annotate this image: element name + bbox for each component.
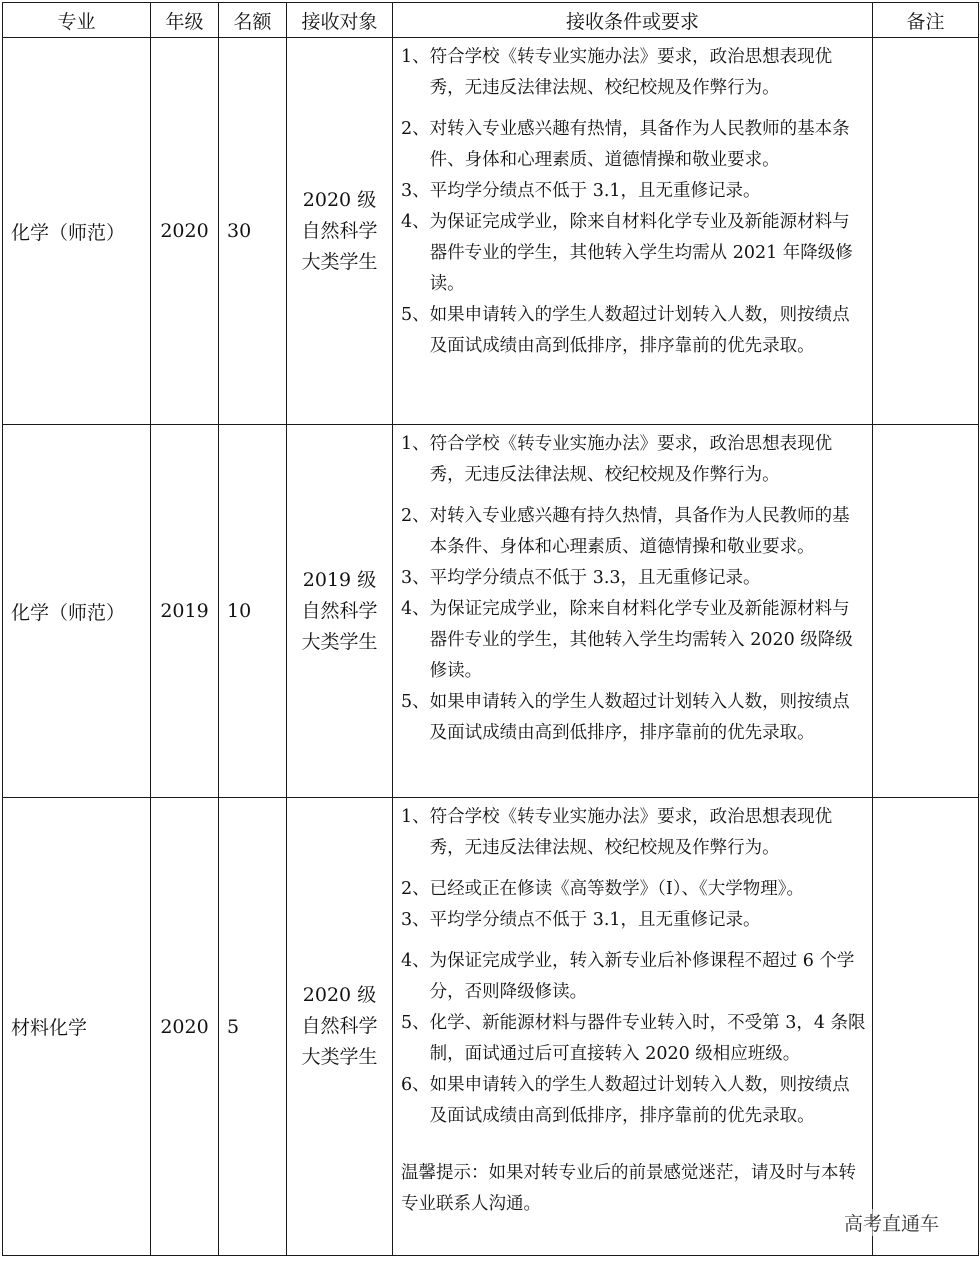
grade-cell: 2020 bbox=[151, 798, 219, 1256]
requirement-text: 为保证完成学业，转入新专业后补修课程不超过 6 个学分，否则降级修读。 bbox=[429, 951, 855, 1002]
requirement-number: 2、 bbox=[401, 506, 430, 526]
requirement-item bbox=[401, 42, 866, 104]
requirement-item bbox=[401, 563, 866, 594]
requirement-text: 如果申请转入的学生人数超过计划转入人数，则按绩点及面试成绩由高到低排序，排序靠前的优先录取。 bbox=[429, 692, 850, 743]
header-note: 备注 bbox=[873, 3, 979, 38]
requirement-text: 已经或正在修读《高等数学》（Ⅰ）、《大学物理》。 bbox=[429, 879, 805, 899]
requirement-text: 为保证完成学业，除来自材料化学专业及新能源材料与器件专业的学生，其他转入学生均需转入 2020 级降级修读。 bbox=[429, 599, 853, 681]
requirement-number: 3、 bbox=[401, 181, 430, 201]
note-cell bbox=[873, 798, 979, 1256]
requirement-text: 平均学分绩点不低于 3.1，且无重修记录。 bbox=[429, 910, 761, 930]
requirement-item bbox=[401, 594, 866, 687]
requirement-item bbox=[401, 207, 866, 300]
header-target: 接收对象 bbox=[287, 3, 393, 38]
major-cell: 材料化学 bbox=[3, 798, 151, 1256]
target-line: 2019 级 bbox=[302, 568, 377, 591]
transfer-requirements-table bbox=[2, 2, 979, 1256]
watermark: 高考直通车 bbox=[842, 1209, 941, 1236]
requirement-text: 符合学校《转专业实施办法》要求，政治思想表现优秀，无违反法律法规、校纪校规及作弊行为。 bbox=[429, 47, 833, 98]
requirement-number: 4、 bbox=[401, 599, 430, 619]
requirements-cell bbox=[393, 38, 873, 425]
target-line: 2020 级 bbox=[302, 188, 377, 211]
header-row bbox=[3, 3, 979, 38]
warm-tip: 温馨提示：如果对转专业后的前景感觉迷茫，请及时与本转专业联系人沟通。 bbox=[401, 1163, 856, 1214]
requirement-item bbox=[401, 176, 866, 207]
header-major: 专业 bbox=[3, 3, 151, 38]
target-line: 自然科学 bbox=[301, 219, 378, 242]
header-grade: 年级 bbox=[151, 3, 219, 38]
requirement-text: 对转入专业感兴趣有持久热情，具备作为人民教师的基本条件、身体和心理素质、道德情操和敬业要求。 bbox=[429, 506, 850, 557]
requirement-number: 6、 bbox=[401, 1075, 430, 1095]
requirement-number: 5、 bbox=[401, 1013, 430, 1033]
requirement-item bbox=[401, 114, 866, 176]
requirement-number: 4、 bbox=[401, 212, 430, 232]
requirement-text: 如果申请转入的学生人数超过计划转入人数，则按绩点及面试成绩由高到低排序，排序靠前的优先录取。 bbox=[429, 305, 850, 356]
requirement-item bbox=[401, 874, 866, 905]
target-cell bbox=[287, 425, 393, 798]
table-row bbox=[3, 425, 979, 798]
requirement-number: 4、 bbox=[401, 951, 430, 971]
requirement-number: 1、 bbox=[401, 434, 430, 454]
requirement-text: 对转入专业感兴趣有热情，具备作为人民教师的基本条件、身体和心理素质、道德情操和敬业要求。 bbox=[429, 119, 850, 170]
requirement-number: 3、 bbox=[401, 568, 430, 588]
requirement-item bbox=[401, 300, 866, 362]
grade-cell: 2020 bbox=[151, 38, 219, 425]
requirement-item bbox=[401, 905, 866, 936]
requirement-item bbox=[401, 501, 866, 563]
requirement-number: 2、 bbox=[401, 879, 430, 899]
header-requirements: 接收条件或要求 bbox=[393, 3, 873, 38]
header-quota: 名额 bbox=[219, 3, 287, 38]
major-cell: 化学（师范） bbox=[3, 38, 151, 425]
quota-cell: 10 bbox=[219, 425, 287, 798]
note-cell bbox=[873, 38, 979, 425]
requirement-text: 符合学校《转专业实施办法》要求，政治思想表现优秀，无违反法律法规、校纪校规及作弊行为。 bbox=[429, 434, 833, 485]
target-line: 自然科学 bbox=[301, 1015, 378, 1037]
requirement-number: 5、 bbox=[401, 305, 430, 325]
target-cell bbox=[287, 798, 393, 1256]
requirement-item bbox=[401, 429, 866, 491]
requirement-number: 2、 bbox=[401, 119, 430, 139]
requirement-item bbox=[401, 1070, 866, 1132]
requirement-item bbox=[401, 687, 866, 749]
major-cell: 化学（师范） bbox=[3, 425, 151, 798]
target-line: 大类学生 bbox=[301, 250, 378, 273]
requirement-text: 符合学校《转专业实施办法》要求，政治思想表现优秀，无违反法律法规、校纪校规及作弊行为。 bbox=[429, 807, 833, 858]
note-cell bbox=[873, 425, 979, 798]
requirement-number: 1、 bbox=[401, 47, 430, 67]
requirement-number: 5、 bbox=[401, 692, 430, 712]
grade-cell: 2019 bbox=[151, 425, 219, 798]
target-line: 自然科学 bbox=[301, 599, 378, 622]
table-row bbox=[3, 38, 979, 425]
requirement-text: 化学、新能源材料与器件专业转入时，不受第 3，4 条限制，面试通过后可直接转入 2020 级相应班级。 bbox=[429, 1013, 866, 1064]
quota-cell: 30 bbox=[219, 38, 287, 425]
requirement-number: 1、 bbox=[401, 807, 430, 827]
requirement-item bbox=[401, 946, 866, 1008]
requirement-text: 平均学分绩点不低于 3.1，且无重修记录。 bbox=[429, 181, 761, 201]
quota-cell: 5 bbox=[219, 798, 287, 1256]
requirement-text: 为保证完成学业，除来自材料化学专业及新能源材料与器件专业的学生，其他转入学生均需从 2021 年降级修读。 bbox=[429, 212, 853, 294]
target-line: 大类学生 bbox=[301, 630, 378, 653]
table-row bbox=[3, 798, 979, 1256]
requirement-item bbox=[401, 1008, 866, 1070]
requirements-cell bbox=[393, 425, 873, 798]
target-line: 大类学生 bbox=[301, 1046, 378, 1068]
requirement-text: 平均学分绩点不低于 3.3，且无重修记录。 bbox=[429, 568, 761, 588]
target-cell bbox=[287, 38, 393, 425]
requirement-item bbox=[401, 802, 866, 864]
target-line: 2020 级 bbox=[302, 984, 377, 1006]
requirements-cell bbox=[393, 798, 873, 1256]
requirement-text: 如果申请转入的学生人数超过计划转入人数，则按绩点及面试成绩由高到低排序，排序靠前的优先录取。 bbox=[429, 1075, 850, 1126]
requirement-number: 3、 bbox=[401, 910, 430, 930]
